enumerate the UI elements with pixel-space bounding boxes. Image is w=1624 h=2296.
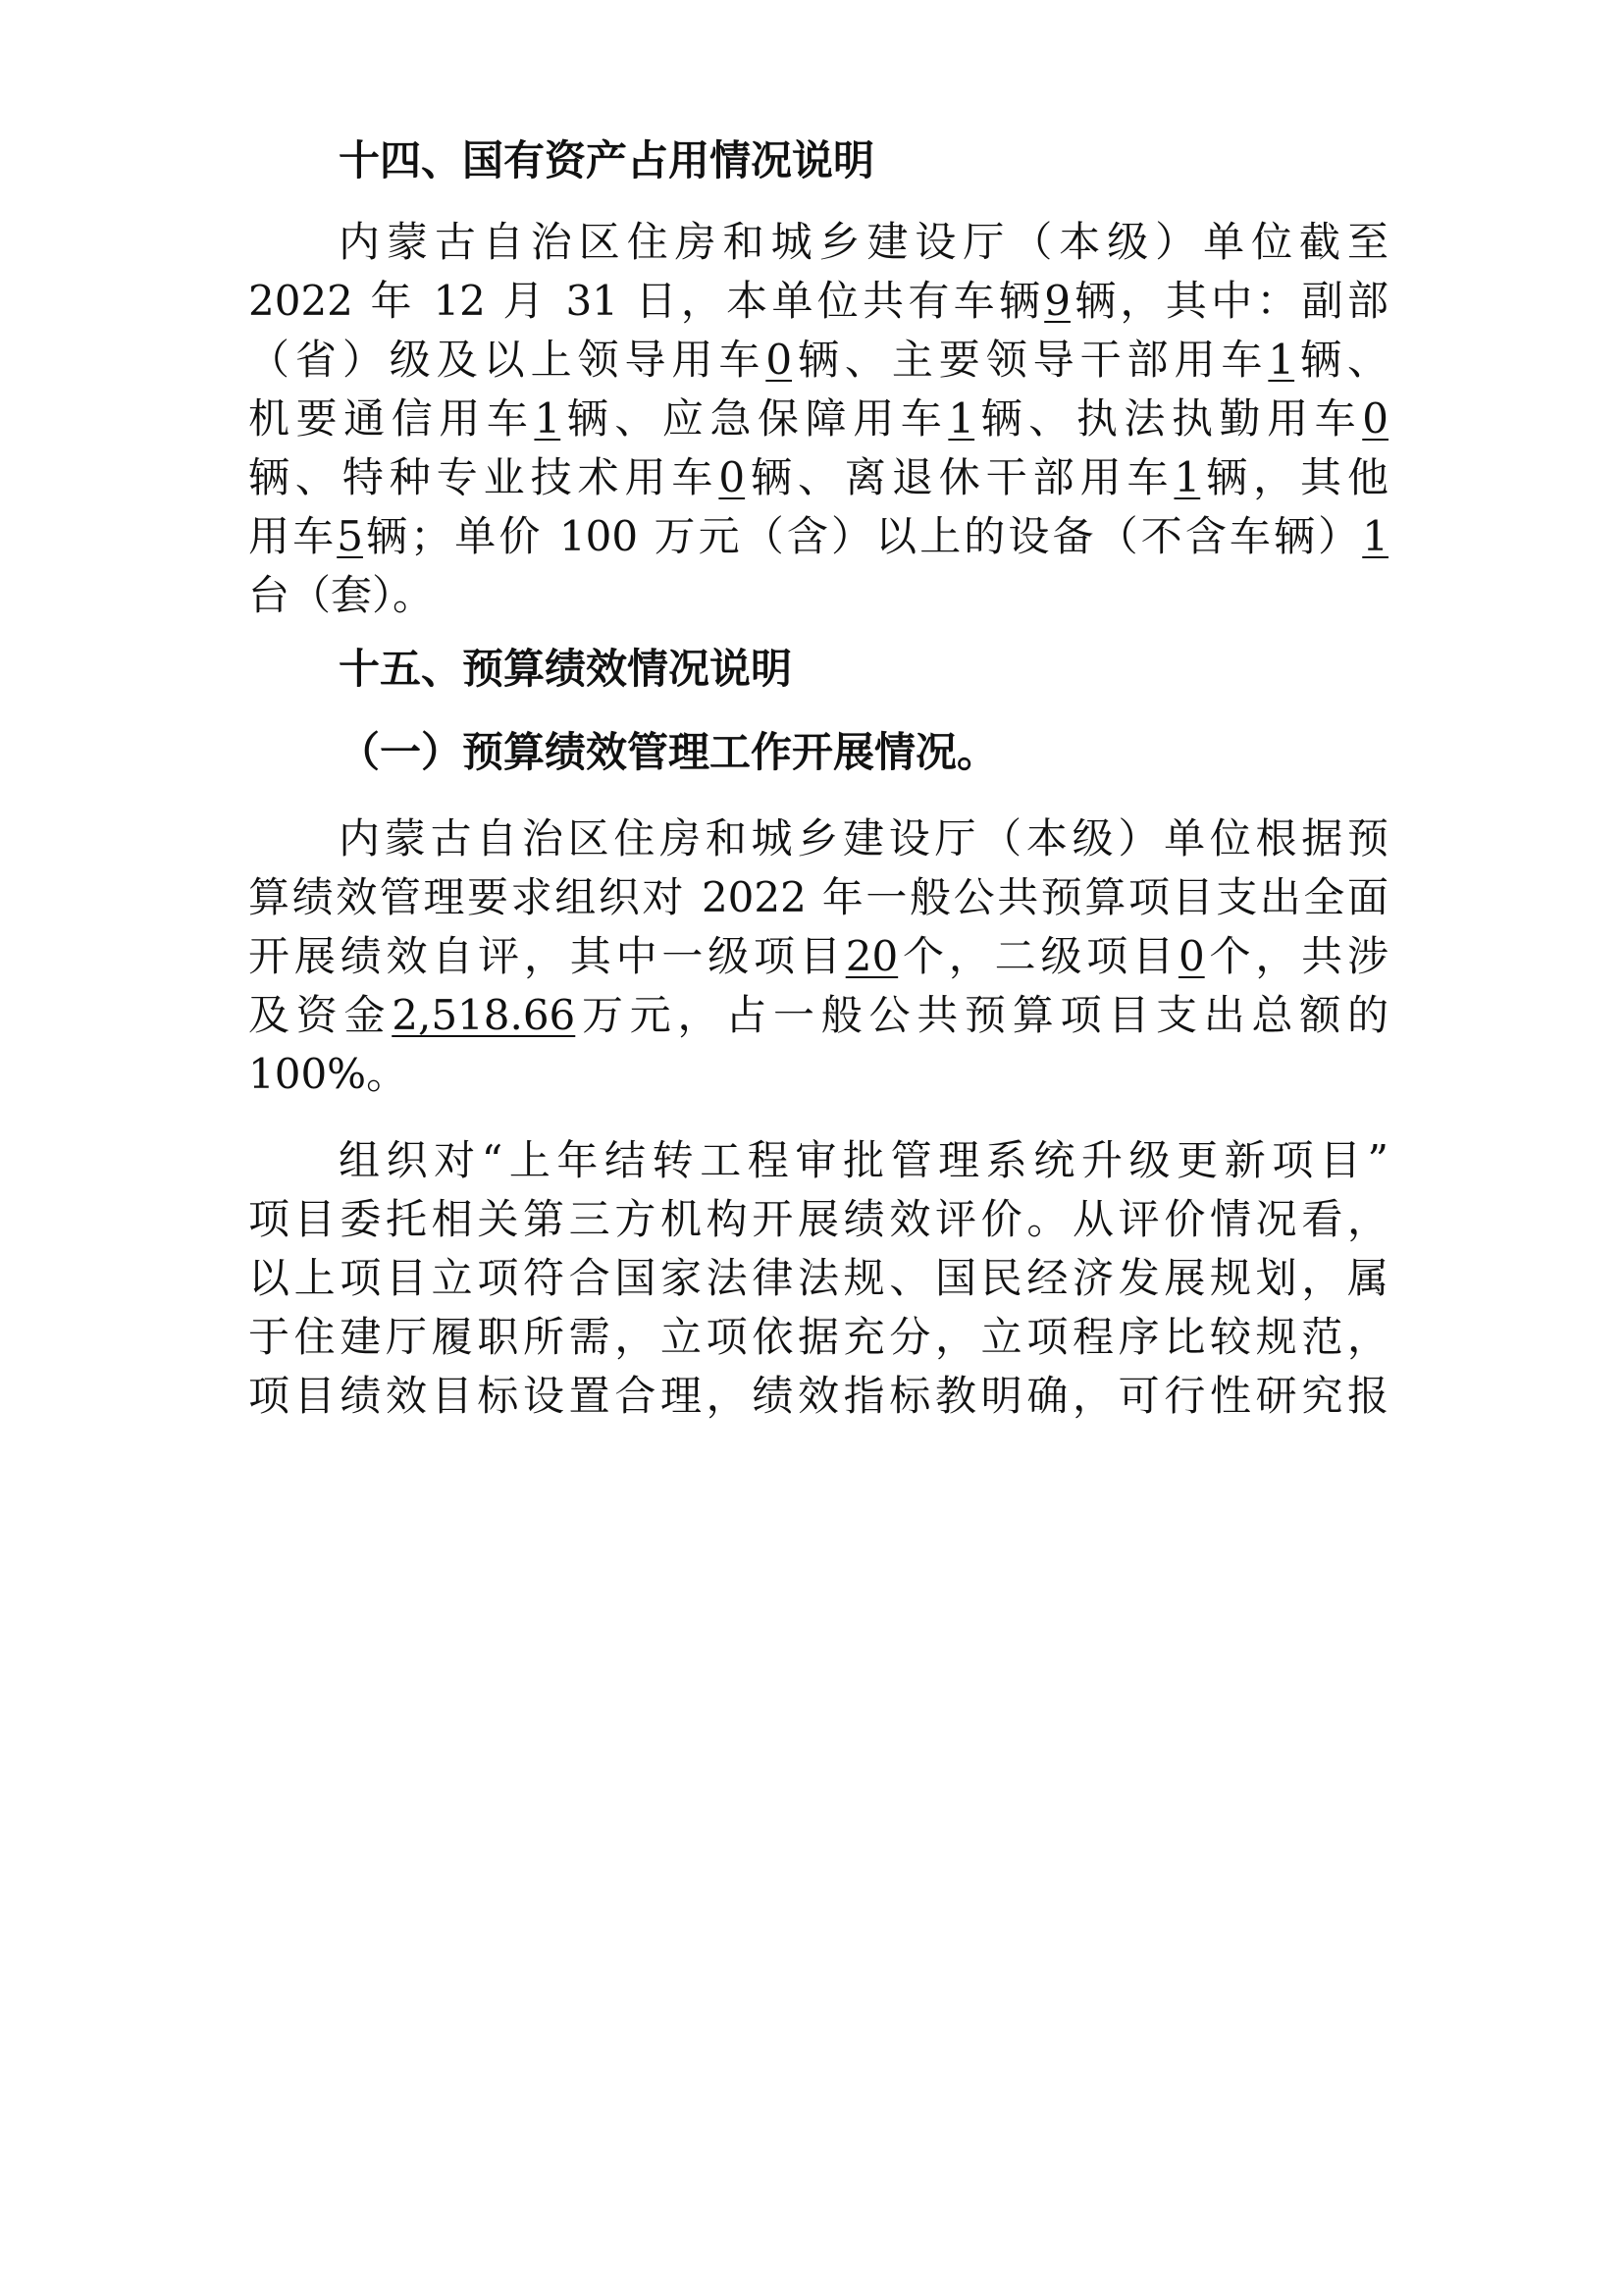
section-15-p2-line-5: 项目绩效目标设置合理，绩效指标教明确，可行性研究报: [248, 1372, 1388, 1420]
section-15-p1-line-2: 算绩效管理要求组织对 2022 年一般公共预算项目支出全面: [248, 873, 1388, 921]
level-1-project-count: 20: [845, 932, 899, 980]
comm-vehicle-count: 1: [534, 394, 561, 443]
leader-vehicle-count: 0: [765, 336, 793, 384]
section-14-line-4: 机要通信用车1辆、应急保障用车1辆、执法执勤用车0: [248, 394, 1388, 443]
section-15-p2-line-4: 于住建厅履职所需，立项依据充分，立项程序比较规范，: [248, 1313, 1388, 1361]
funding-amount: 2,518.66: [392, 991, 576, 1039]
retired-cadre-vehicle-count: 1: [1174, 453, 1201, 501]
section-15-p1-line-5: 100%。: [248, 1050, 408, 1098]
section-14-line-7: 台（套）。: [248, 571, 435, 619]
other-vehicle-count: 5: [337, 512, 363, 560]
section-14-heading: 十四、国有资产占用情况说明: [339, 136, 875, 184]
section-14-line-6: 用车5辆；单价 100 万元（含）以上的设备（不含车辆）1: [248, 512, 1388, 560]
section-14-line-1: 内蒙古自治区住房和城乡建设厅（本级）单位截至: [339, 218, 1388, 266]
equipment-count: 1: [1362, 512, 1388, 560]
section-14-line-3: （省）级及以上领导用车0辆、主要领导干部用车1辆、: [248, 336, 1388, 384]
law-enforcement-vehicle-count: 0: [1362, 394, 1388, 443]
section-15-p2-line-3: 以上项目立项符合国家法律法规、国民经济发展规划，属: [248, 1254, 1388, 1302]
section-14-line-5: 辆、特种专业技术用车0辆、离退休干部用车1辆，其他: [248, 453, 1388, 501]
section-15-p1-line-3: 开展绩效自评，其中一级项目20个，二级项目0个，共涉: [248, 932, 1388, 980]
section-15-p2-line-2: 项目委托相关第三方机构开展绩效评价。从评价情况看，: [248, 1195, 1388, 1243]
section-15-subheading: （一）预算绩效管理工作开展情况。: [339, 728, 999, 776]
section-14-line-2: 2022 年 12 月 31 日，本单位共有车辆9辆，其中：副部: [248, 277, 1388, 325]
main-leader-vehicle-count: 1: [1268, 336, 1295, 384]
vehicle-total-count: 9: [1044, 277, 1071, 325]
emergency-vehicle-count: 1: [948, 394, 975, 443]
level-2-project-count: 0: [1178, 932, 1205, 980]
section-15-p1-line-4: 及资金2,518.66万元，占一般公共预算项目支出总额的: [248, 991, 1388, 1039]
special-vehicle-count: 0: [718, 453, 746, 501]
section-15-heading: 十五、预算绩效情况说明: [339, 645, 793, 693]
section-15-p2-line-1: 组织对“上年结转工程审批管理系统升级更新项目”: [339, 1136, 1388, 1184]
section-15-p1-line-1: 内蒙古自治区住房和城乡建设厅（本级）单位根据预: [339, 814, 1388, 862]
